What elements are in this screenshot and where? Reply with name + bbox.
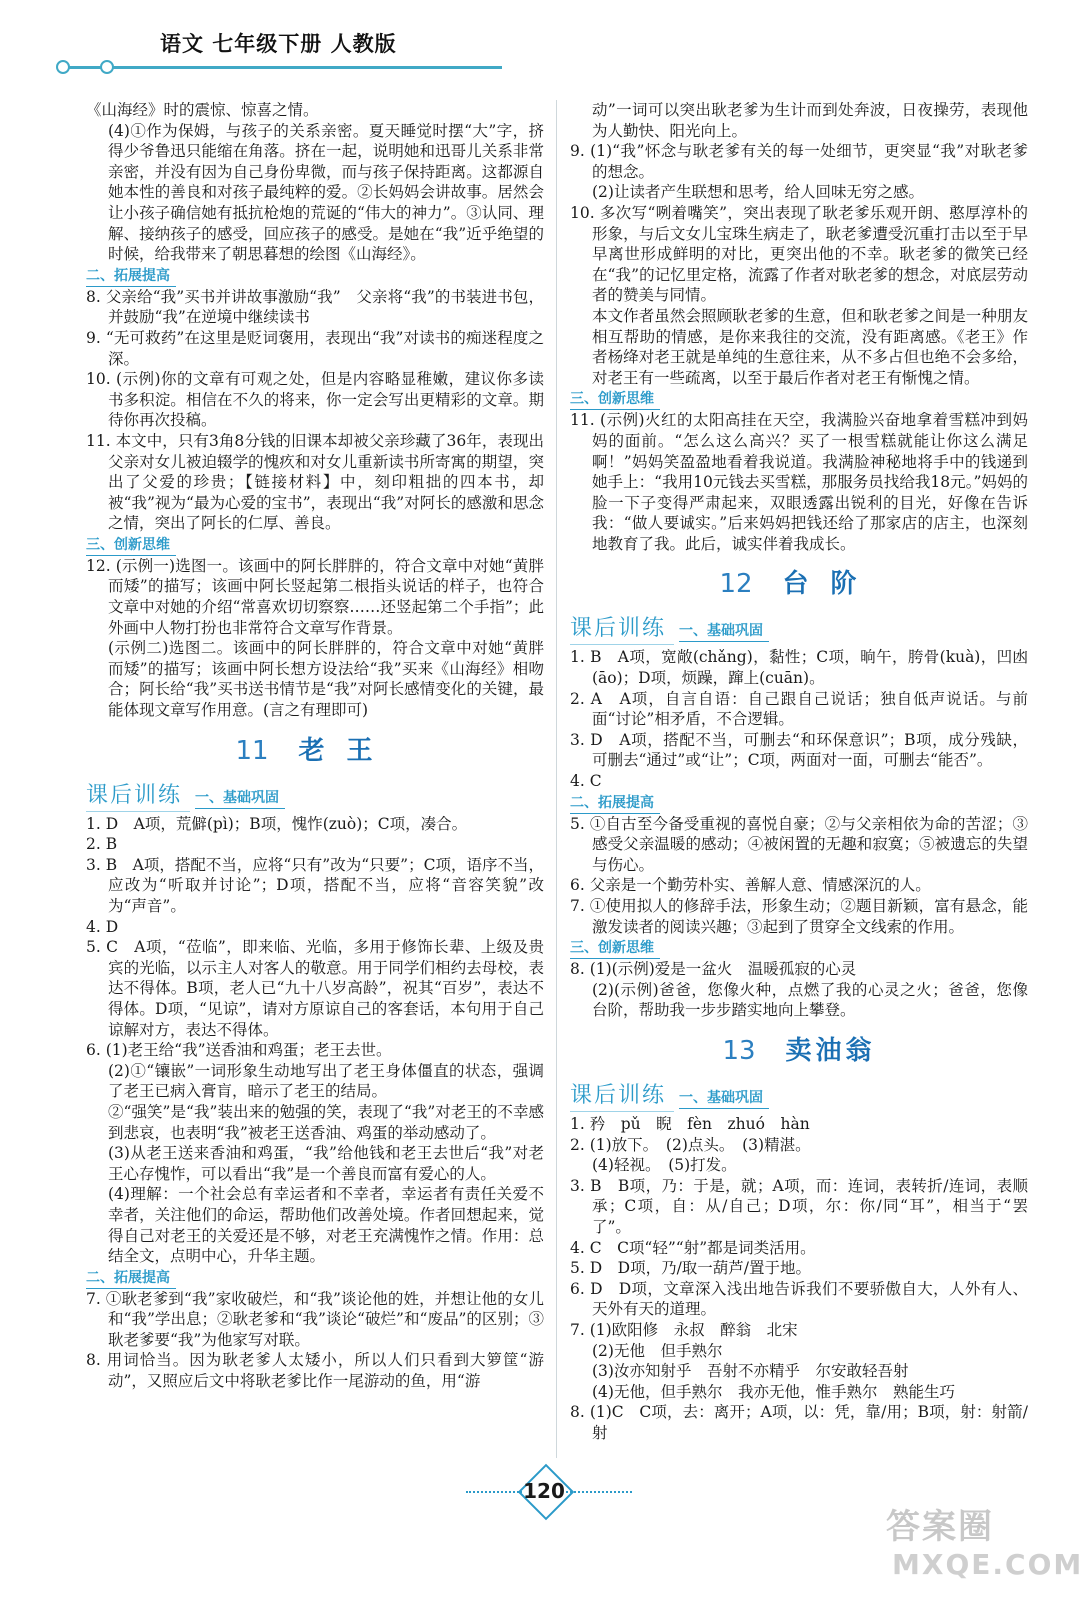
footer-dots-left: [466, 1491, 522, 1493]
answer-text: (4)理解：一个社会总有幸运者和不幸者，幸运者有责任关爱不幸者，关注他们的命运，帮助他们改善处境。作者回想起来，觉得自己对老王的关爱还是不够，对老王充满愧怍之情。作用：总结全文，点明中心，升华主题。: [108, 1185, 544, 1266]
answer-item: 8. (1)(示例)爱是一盆火 温暖孤寂的心灵: [570, 960, 857, 979]
section-heading: 二、拓展提高: [86, 1268, 176, 1289]
lesson-title: [86, 731, 544, 771]
answer-text: 本文作者虽然会照顾耿老爹的生意，但和耿老爹之间是一种朋友相互帮助的情感，是你来我往的交流，没有距离感。《老王》作者杨绛对老王就是单纯的生意往来，从不多占但也绝不会多给，对老王有一些疏离，以至于最后作者对老王有惭愧之情。: [592, 306, 1028, 387]
lesson-name: 台阶: [782, 569, 879, 600]
answer-item: 10. (示例)你的文章有可观之处，但是内容略显稚嫩，建议你多读书多积淀。相信在不久的将来，你一定会写出更精彩的文章。期待你再次投稿。: [86, 370, 544, 430]
section-heading: 一、基础巩固: [679, 621, 769, 642]
training-label: 课后训练: [570, 1081, 674, 1112]
answer-item: 9. “无可救药”在这里是贬词褒用，表现出“我”对读书的痴迷程度之深。: [86, 328, 544, 368]
section-heading: 三、创新思维: [570, 938, 660, 959]
answer-item: 5. C A项，“莅临”，即来临、光临，多用于修饰长辈、上级及贵宾的光临，以示主人对客人的敬意。用于同学们相约去母校，表达不得体。B项，老人已“九十八岁高龄”，祝其“百岁”，表达不得体。D项，“见谅”，请对方原谅自己的客套话，本句用于自己谅解对方，表达不得体。: [86, 938, 544, 1039]
answer-text: (2)让读者产生联想和思考，给人回味无穷之感。: [592, 183, 924, 202]
answer-item: 7. ①耿老爹到“我”家收破烂，和“我”谈论他的姓，并想让他的女儿和“我”学出息；②耿老爹和“我”谈论“破烂”和“废品”的区别；③耿老爹要“我”为他家写对联。: [86, 1289, 544, 1349]
answer-item: 2. A A项，自言自语：自己跟自己说话；独自低声说话。与前面“讨论”相矛盾，不合逻辑。: [570, 689, 1028, 729]
section-heading: 二、拓展提高: [86, 266, 176, 287]
answer-item: 8. 父亲给“我”买书并讲故事激励“我” 父亲将“我”的书装进书包，并鼓励“我”在逆境中继续读书: [86, 287, 544, 327]
answer-item: 3. D A项，搭配不当，可删去“和环保意识”；B项，成分残缺，可删去“通过”或“让”；C项，两面对一面，可删去“能否”。: [570, 730, 1028, 770]
lesson-name: 老王: [298, 735, 395, 766]
answer-item: 4. C C项“轻”“射”都是词类活用。: [570, 1238, 816, 1257]
lesson-number: 11: [235, 735, 269, 766]
training-label: 课后训练: [570, 614, 674, 645]
answer-item: 10. 多次写“咧着嘴笑”，突出表现了耿老爹乐观开朗、憨厚淳朴的形象，与后文女儿宝珠生病走了，耿老爹遭受沉重打击以至于早早离世形成鲜明的对比，更突出他的不幸。耿老爹的微笑已经在“我”的记忆里定格，流露了作者对耿老爹的想念，对底层劳动者的赞美与同情。: [570, 203, 1028, 305]
answer-text: 《山海经》时的震惊、惊喜之情。: [86, 101, 319, 119]
answer-item: 6. (1)老王给“我”送香油和鸡蛋；老王去世。: [86, 1041, 392, 1060]
left-column: [86, 100, 544, 1392]
answer-item: 11. 本文中，只有3角8分钱的旧课本却被父亲珍藏了36年，表现出父亲对女儿被迫辍学的愧疚和对女儿重新读书所寄寓的期望，突出了父爱的珍贵；【链接材料】中，刻印粗拙的四本书，却被“我”视为“最为心爱的宝书”，表现出“我”对阿长的感激和思念之情，突出了阿长的仁厚、善良。: [86, 431, 544, 533]
column-divider: [556, 100, 557, 1458]
header-dot-right: [100, 60, 114, 74]
lesson-number: 13: [722, 1035, 756, 1066]
answer-text: (3)汝亦知射乎 吾射不亦精乎 尔安敢轻吾射: [592, 1362, 909, 1381]
answer-item: 4. C: [570, 772, 602, 791]
answer-item: 1. B A项，宽敞(chǎng)，黏性；C项，晌午，胯骨(kuà)，凹凼(āo)；D项，烦躁，蹿上(cuān)。: [570, 648, 1028, 688]
answer-item: 5. ①自古至今备受重视的喜悦自豪；②与父亲相依为命的苦涩；③感受父亲温暖的感动；④被闲置的无趣和寂寞；⑤被遗忘的失望与伤心。: [570, 814, 1028, 874]
section-heading: 一、基础巩固: [679, 1088, 769, 1109]
section-heading: 一、基础巩固: [195, 788, 285, 809]
answer-item: 3. B A项，搭配不当，应将“只有”改为“只要”；C项，语序不当，应改为“听取并讨论”；D项，搭配不当，应将“音容笑貌”改为“声音”。: [86, 855, 544, 915]
answer-item: 6. D D项，文章深入浅出地告诉我们不要骄傲自大，人外有人、天外有天的道理。: [570, 1279, 1028, 1319]
watermark-logo: 答案圈: [886, 1507, 994, 1547]
section-heading: 二、拓展提高: [570, 793, 660, 814]
answer-item: 7. (1)欧阳修 永叔 醉翁 北宋: [570, 1320, 798, 1339]
lesson-title: [570, 1031, 1028, 1071]
answer-text: (2)无他 但手熟尔: [592, 1341, 723, 1360]
answer-item: 11. (示例)火红的太阳高挂在天空，我满脸兴奋地拿着雪糕冲到妈妈的面前。“怎么这么高兴？买了一根雪糕就能让你这么满足啊！”妈妈笑盈盈地看着我说道。我满脸神秘地将手中的钱递到她手上：“我用10元钱去买雪糕，那服务员找给我18元。”妈妈的脸一下子变得严肃起来，双眼透露出锐利的目光，好像在告诉我：“做人要诚实。”后来妈妈把钱还给了那家店的店主，也深刻地教育了我。此后，诚实伴着我成长。: [570, 411, 1028, 553]
answer-item: 2. B: [86, 835, 118, 854]
section-heading: 三、创新思维: [86, 535, 176, 556]
header-rule: [62, 66, 502, 69]
answer-text: (4)①作为保姆，与孩子的关系亲密。夏天睡觉时摆“大”字，挤得少爷鲁迅只能缩在角落。挤在一起，说明她和迅哥儿关系非常亲密，并没有因为自己身份卑微，而与孩子保持距离。这都源自她本性的善良和对孩子最纯粹的爱。②长妈妈会讲故事。居然会让小孩子确信她有抵抗枪炮的荒诞的“伟大的神力”。③认同、理解、接纳孩子的感受，回应孩子的感受。是她在“我”近乎绝望的时候，给我带来了朝思暮想的绘图《山海经》。: [108, 121, 544, 264]
answer-item: 5. D D项，乃/取一葫芦/置于地。: [570, 1259, 812, 1278]
answer-item: 8. (1)C C项，去：离开；A项，以：凭，靠/用；B项，射：射箭/射: [570, 1403, 1028, 1442]
header-dot-left: [56, 60, 70, 74]
page-number: 120: [523, 1479, 565, 1503]
training-label: 课后训练: [86, 781, 190, 812]
answer-item: 6. 父亲是一个勤劳朴实、善解人意、情感深沉的人。: [570, 876, 931, 895]
answer-item: 7. ①使用拟人的修辞手法，形象生动；②题目新颖，富有悬念，能激发读者的阅读兴趣；③起到了贯穿全文线索的作用。: [570, 897, 1028, 936]
page-header: [0, 0, 1088, 80]
answer-text: (3)从老王送来香油和鸡蛋，“我”给他钱和老王去世后“我”对老王心存愧怍，可以看出“我”是一个善良而富有爱心的人。: [108, 1144, 544, 1183]
answer-text: (4)轻视。 (5)打发。: [592, 1156, 737, 1175]
answer-text: ②“强笑”是“我”装出来的勉强的笑，表现了“我”对老王的不幸感到悲哀，也表明“我”被老王送香油、鸡蛋的举动感动了。: [108, 1102, 544, 1142]
answer-text: (4)无他，但手熟尔 我亦无他，惟手熟尔 熟能生巧: [592, 1382, 955, 1401]
right-column: [570, 100, 1028, 1443]
answer-text: (2)①“镶嵌”一词形象生动地写出了老王身体僵直的状态，强调了老王已病入膏肓，暗示了老王的结局。: [108, 1061, 544, 1101]
answer-item: 12. (示例一)选图一。该画中的阿长胖胖的，符合文章中对她“黄胖而矮”的描写；该画中阿长竖起第二根指头说话的样子，也符合文章中对她的介绍“常喜欢切切察察……还竖起第二个手指”；此外画中人物打扮也非常符合文章写作背景。: [86, 556, 544, 637]
answer-item: 1. D A项，荒僻(pì)；B项，愧怍(zuò)；C项，凑合。: [86, 814, 468, 833]
lesson-number: 12: [719, 569, 753, 600]
answer-text: 动”一词可以突出耿老爹为生计而到处奔波，日夜操劳，表现他为人勤快、阳光向上。: [592, 101, 1028, 140]
answer-item: 2. (1)放下。 (2)点头。 (3)精湛。: [570, 1135, 811, 1154]
section-heading: 三、创新思维: [570, 389, 660, 410]
answer-item: 1. 矜 pǔ 睨 fèn zhuó hàn: [570, 1114, 810, 1133]
answer-text: (示例二)选图二。该画中的阿长胖胖的，符合文章中对她“黄胖而矮”的描写；该画中阿长想方设法给“我”买来《山海经》相吻合；阿长给“我”买书送书情节是“我”对阿长感情变化的关键，最能体现文章写作用意。(言之有理即可): [108, 639, 544, 720]
watermark-url: MXQE.COM: [892, 1548, 1084, 1581]
lesson-title: [570, 564, 1028, 604]
answer-item: 3. B B项，乃：于是，就；A项，而：连词，表转折/连词，表顺承；C项，自：从/自己；D项，尔：你/同“耳”，相当于“罢了”。: [570, 1176, 1028, 1236]
answer-item: 8. 用词恰当。因为耿老爹人太矮小，所以人们只看到大箩筐“游动”，又照应后文中将耿老爹比作一尾游动的鱼，用“游: [86, 1351, 544, 1391]
lesson-name: 卖油翁: [785, 1035, 876, 1066]
answer-text: (2)(示例)爸爸，您像火种，点燃了我的心灵之火；爸爸，您像台阶，帮助我一步步踏实地向上攀登。: [592, 980, 1028, 1020]
answer-item: 4. D: [86, 917, 119, 936]
answer-item: 9. (1)“我”怀念与耿老爹有关的每一处细节，更突显“我”对耿老爹的想念。: [570, 142, 1028, 181]
book-title: 语文 七年级下册 人教版: [160, 32, 397, 56]
footer-dots-right: [566, 1491, 632, 1493]
